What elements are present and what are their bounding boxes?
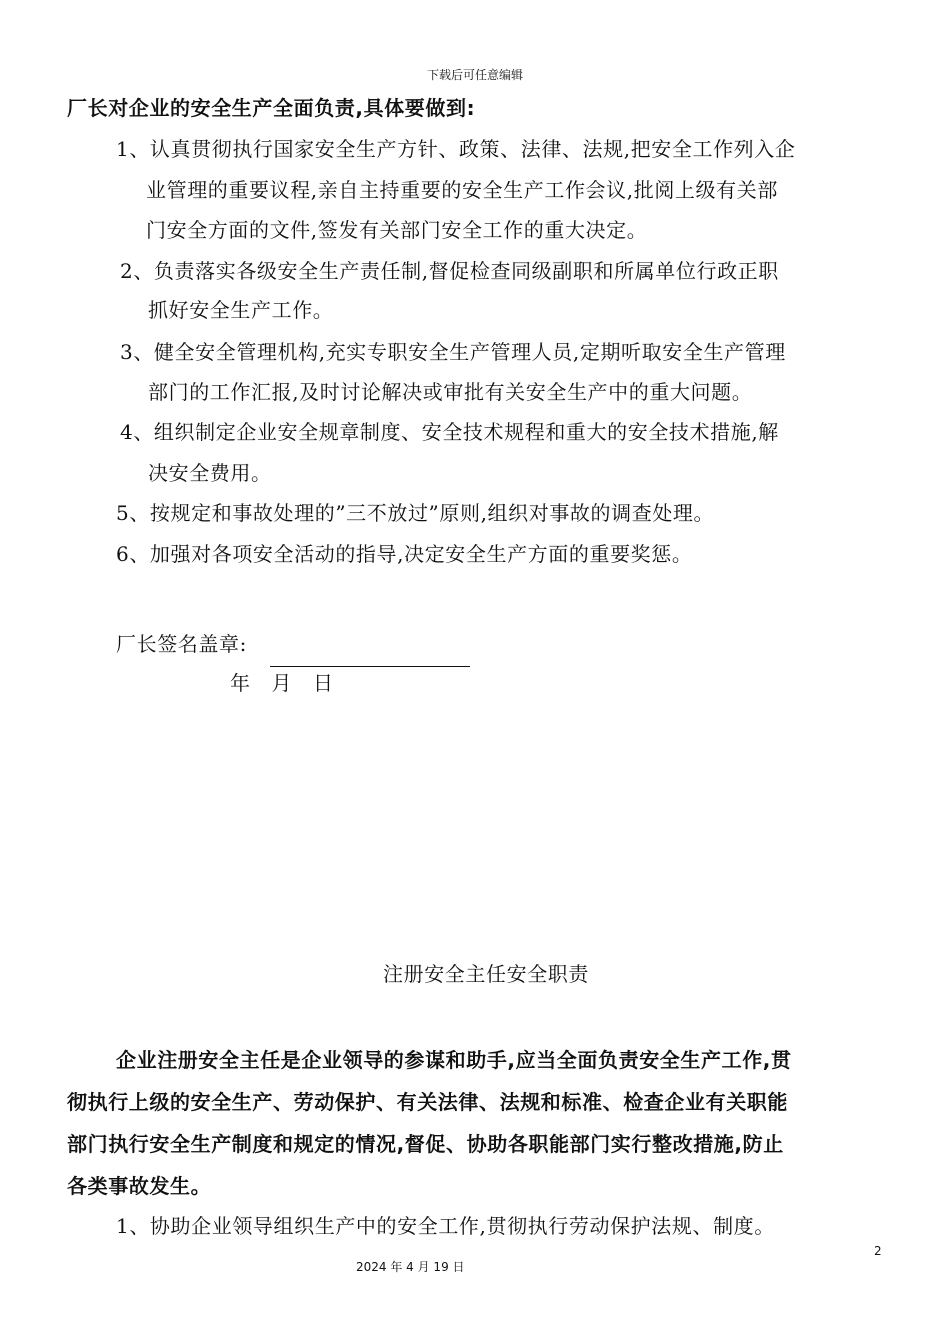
item-1-line-1: 1、认真贯彻执行国家安全生产方针、政策、法律、法规,把安全工作列入企 [116,137,796,161]
item-4-line-1: 4、组织制定企业安全规章制度、安全技术规程和重大的安全技术措施,解 [120,420,779,444]
item-6-line-1: 6、加强对各项安全活动的指导,决定安全生产方面的重要奖惩。 [116,542,693,566]
item-2-line-2: 抓好安全生产工作。 [148,298,334,322]
page-number: 2 [874,1244,882,1258]
section-paragraph-line-3: 部门执行安全生产制度和规定的情况,督促、协助各职能部门实行整改措施,防止 [67,1132,784,1156]
item-4-line-2: 决安全费用。 [148,461,272,485]
section-item-1: 1、协助企业领导组织生产中的安全工作,贯彻执行劳动保护法规、制度。 [116,1214,775,1238]
section-title: 注册安全主任安全职责 [383,962,589,986]
intro-heading: 厂长对企业的安全生产全面负责,具体要做到: [67,96,476,120]
item-1-line-2: 业管理的重要议程,亲自主持重要的安全生产工作会议,批阅上级有关部 [146,178,778,202]
signature-date-line: 年 月 日 [230,671,334,695]
footer-date: 2024 年 4 月 19 日 [356,1260,465,1274]
item-3-line-1: 3、健全安全管理机构,充实专职安全生产管理人员,定期听取安全生产管理 [120,340,786,364]
item-3-line-2: 部门的工作汇报,及时讨论解决或审批有关安全生产中的重大问题。 [148,380,753,404]
signature-label: 厂长签名盖章: [116,632,247,656]
item-2-line-1: 2、负责落实各级安全生产责任制,督促检查同级副职和所属单位行政正职 [120,259,779,283]
section-paragraph-line-4: 各类事故发生。 [67,1174,212,1198]
section-paragraph-line-1: 企业注册安全主任是企业领导的参谋和助手,应当全面负责安全生产工作,贯 [116,1048,792,1072]
item-1-line-3: 门安全方面的文件,签发有关部门安全工作的重大决定。 [146,218,648,242]
header-note: 下载后可任意编辑 [426,68,523,82]
section-paragraph-line-2: 彻执行上级的安全生产、劳动保护、有关法律、法规和标准、检查企业有关职能 [67,1090,788,1114]
item-5-line-1: 5、按规定和事故处理的”三不放过”原则,组织对事故的调查处理。 [116,501,715,525]
